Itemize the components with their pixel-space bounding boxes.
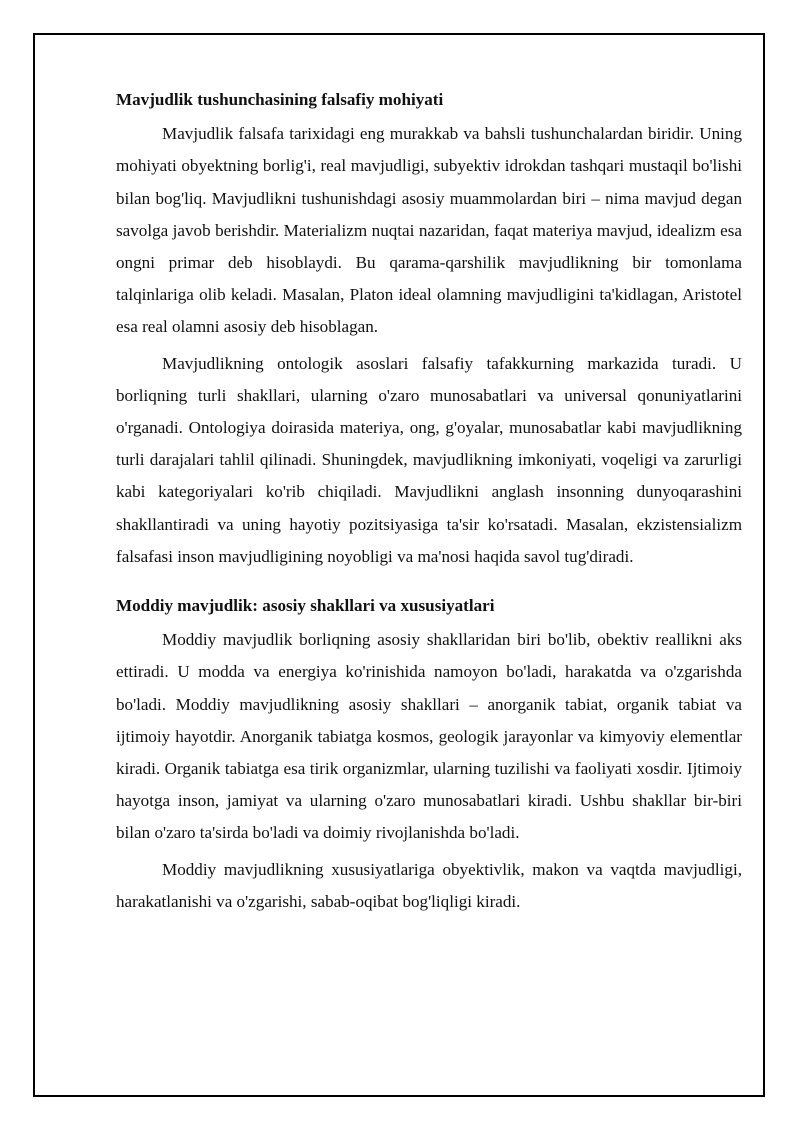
section-heading-1: Mavjudlik tushunchasining falsafiy mohiyati	[116, 90, 444, 109]
paragraph-3: Moddiy mavjudlik borliqning asosiy shakllaridan biri bo'lib, obektiv reallikni aks ettiradi. U modda va energiya ko'rinishida namoyon bo'ladi, harakatda va o'zgarishda bo'ladi. Moddiy mavjudlikning asosiy shakllari – anorganik tabiat, organik tabiat va ijtimoiy hayotdir. Anorganik tabiatga kosmos, geologik jarayonlar va kimyoviy elementlar kiradi. Organik tabiatga esa tirik organizmlar, ularning tuzilishi va faoliyati xosdir. Ijtimoiy hayotga inson, jamiyat va ularning o'zaro munosabatlari kiradi. Ushbu shakllar bir-biri bilan o'zaro ta'sirda bo'ladi va doimiy rivojlanishda bo'ladi.	[116, 630, 742, 843]
document-body	[116, 84, 742, 918]
paragraph-4: Moddiy mavjudlikning xususiyatlariga obyektivlik, makon va vaqtda mavjudligi, harakatlanishi va o'zgarishi, sabab-oqibat bog'liqligi kiradi.	[116, 859, 742, 911]
paragraph-1: Mavjudlik falsafa tarixidagi eng murakkab va bahsli tushunchalardan biridir. Uning mohiyati obyektning borlig'i, real mavjudligi, subyektiv idrokdan tashqari mustaqil bo'lishi bilan bog'liq. Mavjudlikni tushunishdagi asosiy muammolardan biri – nima mavjud degan savolga javob berishdir. Materializm nuqtai nazaridan, faqat materiya mavjud, idealizm esa ongni primar deb hisoblaydi. Bu qarama-qarshilik mavjudlikning bir tomonlama talqinlariga olib keladi. Masalan, Platon ideal olamning mavjudligini ta'kidlagan, Aristotel esa real olamni asosiy deb hisoblagan.	[116, 124, 742, 337]
paragraph-2: Mavjudlikning ontologik asoslari falsafiy tafakkurning markazida turadi. U borliqning turli shakllari, ularning o'zaro munosabatlari va universal qonuniyatlarini o'rganadi. Ontologiya doirasida materiya, ong, g'oyalar, munosabatlar kabi mavjudlikning turli darajalari tahlil qilinadi. Shuningdek, mavjudlikning imkoniyati, voqeligi va zarurligi kabi kategoriyalari ko'rib chiqiladi. Mavjudlikni anglash insonning dunyoqarashini shakllantiradi va uning hayotiy pozitsiyasiga ta'sir ko'rsatadi. Masalan, ekzistensializm falsafasi inson mavjudligining noyobligi va ma'nosi haqida savol tug'diradi.	[116, 353, 742, 566]
section-heading-2: Moddiy mavjudlik: asosiy shakllari va xususiyatlari	[116, 596, 495, 616]
